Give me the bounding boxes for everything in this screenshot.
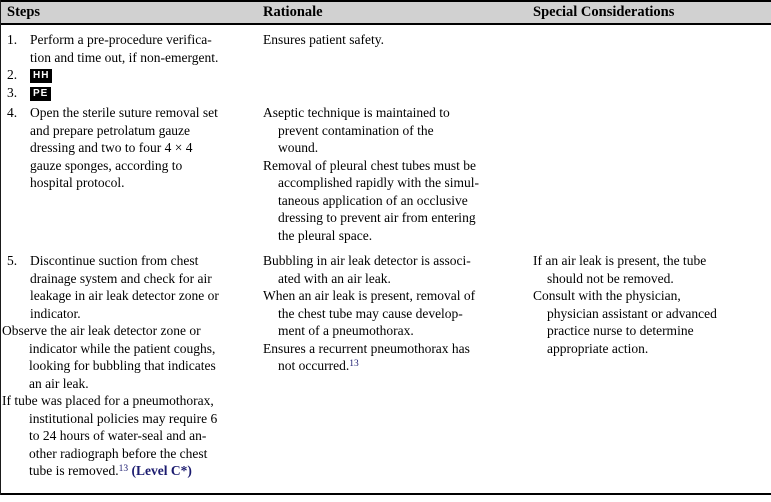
steps-cell-1 xyxy=(0,104,263,252)
text-line: tion and time out, if non-emergent. xyxy=(30,49,219,65)
special-cell-1 xyxy=(533,104,771,252)
text-line: Aseptic technique is maintained to xyxy=(263,105,450,120)
steps-cell-2 xyxy=(0,252,263,491)
paragraph xyxy=(2,392,263,480)
text-line: institutional policies may require 6 xyxy=(29,410,218,426)
text-line: When an air leak is present, removal of xyxy=(263,288,476,303)
table-header-row xyxy=(0,2,771,23)
text-line: Ensures patient safety. xyxy=(263,32,384,47)
text-line: Ensures a recurrent pneumothorax has xyxy=(263,340,470,356)
text-line: the chest tube may cause develop- xyxy=(278,305,463,321)
bottom-rule xyxy=(0,493,771,495)
step-number: 5. xyxy=(7,253,18,268)
rationale-cell-1 xyxy=(263,104,533,252)
column-header-steps: Steps xyxy=(7,4,41,20)
hh-badge: HH xyxy=(30,69,52,83)
footnote-ref: 13 xyxy=(118,464,129,474)
text-line: taneous application of an occlusive xyxy=(278,192,468,208)
text-line: Consult with the physician, xyxy=(533,288,681,303)
numbered-step xyxy=(7,66,263,84)
text-line: tube is removed.$^{13}$ (Level C*) xyxy=(29,463,192,478)
text-line: gauze sponges, according to xyxy=(30,157,183,173)
paragraph xyxy=(263,340,533,375)
procedure-table-body xyxy=(0,25,771,491)
text-line: practice nurse to determine xyxy=(547,323,694,338)
evidence-level-label: (Level C*) xyxy=(131,463,192,478)
text-line: an air leak. xyxy=(29,375,89,391)
special-cell-2 xyxy=(533,252,771,491)
step-number: 4. xyxy=(7,105,18,120)
text-line: If tube was placed for a pneumothorax, xyxy=(2,393,214,408)
text-line: physician assistant or advanced xyxy=(547,305,717,321)
text-line: dressing and two to four 4 × 4 xyxy=(30,140,193,155)
rationale-cell-0 xyxy=(263,31,533,104)
rationale-cell-2 xyxy=(263,252,533,491)
text-line: leakage in air leak detector zone or xyxy=(30,288,219,303)
text-line: appropriate action. xyxy=(547,340,649,356)
steps-cell-0 xyxy=(0,31,263,104)
text-line: dressing to prevent air from entering xyxy=(278,210,476,225)
paragraph xyxy=(263,287,533,340)
paragraph xyxy=(263,157,533,245)
text-line: accomplished rapidly with the simul- xyxy=(278,175,479,190)
text-line: If an air leak is present, the tube xyxy=(533,253,707,268)
text-line: indicator while the patient coughs, xyxy=(29,340,216,356)
step-number: 2. xyxy=(7,67,18,82)
text-line: indicator. xyxy=(30,305,81,321)
paragraph xyxy=(2,322,263,392)
pe-badge: PE xyxy=(30,87,51,101)
footnote-ref: 13 xyxy=(349,359,359,369)
column-header-rationale: Rationale xyxy=(263,4,323,20)
text-line: ated with an air leak. xyxy=(278,270,391,286)
text-line: ment of a pneumothorax. xyxy=(278,323,414,338)
step-number: 1. xyxy=(7,32,18,47)
numbered-step xyxy=(7,84,263,102)
paragraph xyxy=(263,31,533,49)
text-line: should not be removed. xyxy=(547,270,674,286)
numbered-step xyxy=(7,104,263,192)
step-number: 3. xyxy=(7,84,18,100)
text-line xyxy=(30,66,263,84)
text-line: the pleural space. xyxy=(278,227,373,243)
text-line: Open the sterile suture removal set xyxy=(30,105,218,120)
paragraph xyxy=(263,252,533,287)
paragraph xyxy=(533,287,771,357)
text-line: Perform a pre-procedure verifica- xyxy=(30,32,212,47)
text-line: Observe the air leak detector zone or xyxy=(2,323,201,338)
paragraph xyxy=(263,104,533,157)
text-line: not occurred.$^{13}$ xyxy=(278,358,359,373)
text-line: drainage system and check for air xyxy=(30,270,212,286)
text-line: and prepare petrolatum gauze xyxy=(30,122,191,138)
text-line: other radiograph before the chest xyxy=(29,445,208,461)
text-line: Removal of pleural chest tubes must be xyxy=(263,157,476,173)
text-line: Discontinue suction from chest xyxy=(30,253,199,268)
text-line: prevent contamination of the xyxy=(278,122,434,138)
paragraph xyxy=(533,252,771,287)
left-edge-rule xyxy=(0,0,1,495)
text-line: looking for bubbling that indicates xyxy=(29,358,216,373)
text-line: Bubbling in air leak detector is associ- xyxy=(263,253,471,268)
column-header-special-considerations: Special Considerations xyxy=(533,4,675,20)
text-line: wound. xyxy=(278,140,319,155)
text-line xyxy=(30,84,263,102)
numbered-step xyxy=(7,252,263,322)
text-line: hospital protocol. xyxy=(30,175,125,190)
numbered-step xyxy=(7,31,263,66)
text-line: to 24 hours of water-seal and an- xyxy=(29,428,207,443)
special-cell-0 xyxy=(533,31,771,104)
